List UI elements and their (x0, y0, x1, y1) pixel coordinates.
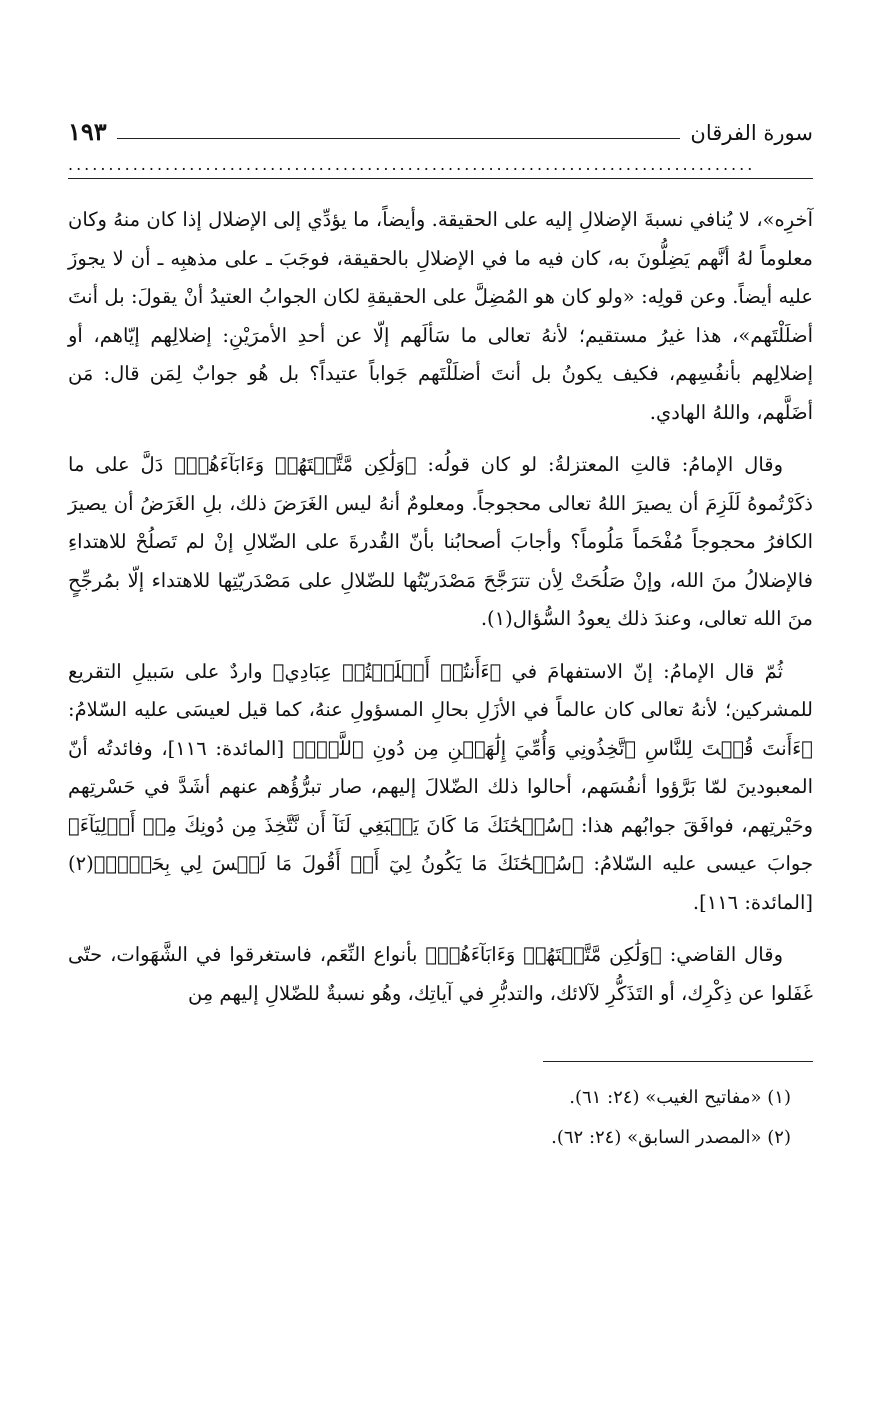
header-rule (117, 138, 681, 139)
footnote-2: (٢) «المصدر السابق» (٢٤: ٦٢). (551, 1127, 791, 1148)
surah-title: سورة الفرقان (690, 121, 813, 145)
footnote-rule (543, 1061, 813, 1062)
main-text (68, 201, 813, 1013)
footnote-1: (١) «مفاتيح الغيب» (٢٤: ٦١). (569, 1087, 791, 1108)
paragraph-3: ثُمّ قال الإمامُ: إنّ الاستفهامَ في ﴿ءَأَنتُمۡ أَضۡلَلۡتُمۡ عِبَادِي﴾ واردٌ على سَبيلِ التقريع للمشركين؛ لأنهُ تعالى كان عالماً في الأزَلِ بحالِ المسؤولِ عنهُ، كما قيل لعيسَى عليه السّلامُ: ﴿ءَأَنتَ قُلۡتَ لِلنَّاسِ ٱتَّخِذُونِي وَأُمِّيَ إِلَٰهَيۡنِ مِن دُونِ ٱللَّهِۖ﴾ [المائدة: ١١٦]، وفائدتُه أنّ المعبودينَ لمّا بَرَّؤوا أنفُسَهم، أحالوا ذلك الضّلالَ إليهم، صار تبرُّؤُهم عنهم أشَدَّ في حَسْرتِهم وحَيْرتِهم، فوافَقَ جوابُهم هذا: ﴿سُبۡحَٰنَكَ مَا كَانَ يَنۢبَغِي لَنَآ أَن نَّتَّخِذَ مِن دُونِكَ مِنۡ أَوۡلِيَآءَ﴾ جوابَ عيسى عليه السّلامُ: ﴿سُبۡحَٰنَكَ مَا يَكُونُ لِيٓ أَنۡ أَقُولَ مَا لَيۡسَ لِي بِحَقٍّۚ﴾(٢) [المائدة: ١١٦]. (68, 659, 813, 914)
paragraph-2: وقال الإمامُ: قالتِ المعتزلةُ: لو كان قولُه: ﴿وَلَٰكِن مَّتَّعۡتَهُمۡ وَءَابَآءَهُمۡ﴾ دَلَّ على ما ذكَرْتُموهُ لَلَزِمَ أن يصيرَ اللهُ تعالى محجوجاً. ومعلومٌ أنهُ ليس الغَرَضَ ذلك، بلِ الغَرَضُ أن يصيرَ الكافرُ محجوجاً مُفْحَماً مَلُوماً؟ وأجابَ أصحابُنا بأنّ القُدرةَ على الضّلالِ إنْ لم تَصلُحْ للاهتداءِ فالإضلالُ منَ الله، وإنْ صَلُحَتْ لِأن تترَجَّحَ مَصْدَريّتُها للضّلالِ على مَصْدَريّتِها للاهتداء إلّا بمُرجِّحٍ منَ الله تعالى، وعندَ ذلك يعودُ السُّؤال(١). (68, 453, 813, 630)
page-number: ١٩٣ (68, 117, 107, 146)
paragraph-4: وقال القاضي: ﴿وَلَٰكِن مَّتَّعۡتَهُمۡ وَءَابَآءَهُمۡ﴾ بأنواع النِّعَم، فاستغرقوا في الشَّهَوات، حتّى غَفَلوا عن ذِكْرِك، أو التَذَكُّرِ لآلائك، والتدبُّرِ في آياتِك، وهُو نسبةٌ للضّلالِ إليهم مِن (68, 943, 813, 1005)
page-header (68, 108, 813, 144)
dotted-separator: ..................................................................................... (68, 158, 813, 179)
paragraph-1: آخرِه»، لا يُنافي نسبةَ الإضلالِ إليه على الحقيقة. وأيضاً، ما يؤدِّي إلى الإضلال إذا كان منهُ وكان معلوماً لهُ أنَّهم يَضِلُّونَ به، كان فيه ما في الإضلالِ بالحقيقة، فوجَبَ ـ على مذهبِه ـ أن لا يجوزَ عليه أيضاً. وعن قولِه: «ولو كان هو المُضِلَّ على الحقيقةِ لكان الجوابُ العتيدُ أنْ يقولَ: بل أنتَ أضلَلْتَهم»، هذا غيرُ مستقيم؛ لأنهُ تعالى ما سَألَهم إلّا عن أحدِ الأمرَيْنِ: إضلالِهم إيّاهم، أو إضلالِهم بأنفُسِهم، فكيف يكونُ بل أنتَ أضلَلْتَهم جَواباً عتيداً؟ بل هُو جوابٌ لِمَن قال: مَن أضَلَّهم، واللهُ الهادي. (68, 208, 813, 424)
footnotes (68, 1078, 813, 1158)
